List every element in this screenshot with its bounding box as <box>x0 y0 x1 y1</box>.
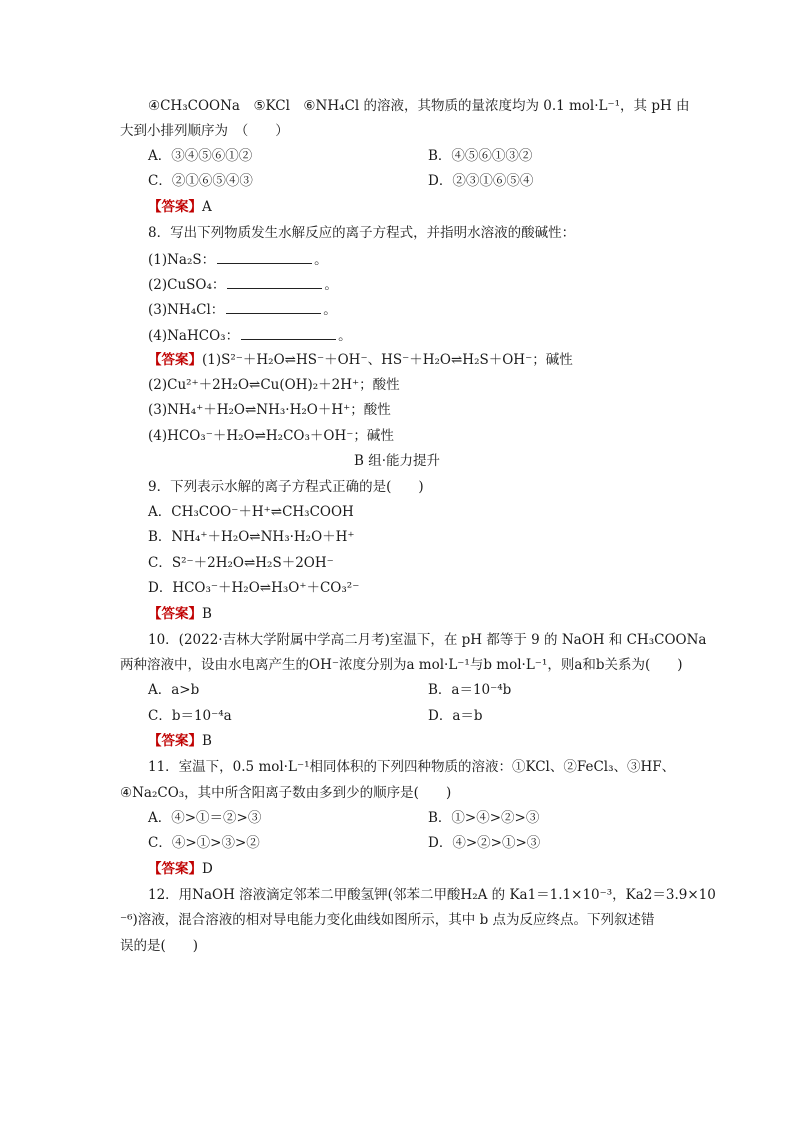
q8-item-end: 。 <box>314 252 328 268</box>
q8-answer-2: (2)Cu²⁺＋2H₂O⇌Cu(OH)₂＋2H⁺；酸性 <box>148 377 400 393</box>
q7-option-b: B．④⑤⑥①③② <box>428 148 533 164</box>
q8-item-label: (1)Na₂S： <box>148 252 216 268</box>
q10-option-c: C．b＝10⁻⁴a <box>148 708 232 724</box>
answer-blank <box>227 275 322 289</box>
q10-stem-line2: 两种溶液中，设由水电离产生的OH⁻浓度分别为a mol·L⁻¹与b mol·L⁻¹，则a和b关系为( ) <box>120 657 683 673</box>
answer-value: B <box>202 733 212 749</box>
q8-item-2 <box>148 275 338 294</box>
q8-item-3 <box>148 300 337 319</box>
q11-stem-line1: 11．室温下，0.5 mol·L⁻¹相同体积的下列四种物质的溶液：①KCl、②FeCl₃、③HF、 <box>148 759 676 775</box>
q10-option-b: B．a＝10⁻⁴b <box>428 682 512 698</box>
q9-stem: 9．下列表示水解的离子方程式正确的是( ) <box>148 479 424 495</box>
answer-label: 【答案】 <box>148 352 202 368</box>
q9-option-a: A．CH₃COO⁻＋H⁺⇌CH₃COOH <box>148 504 354 520</box>
q8-item-1 <box>148 250 328 269</box>
q8-item-label: (2)CuSO₄： <box>148 277 226 293</box>
q7-option-c: C．②①⑥⑤④③ <box>148 173 253 189</box>
q10-option-d: D．a＝b <box>428 708 483 724</box>
answer-value: A <box>202 199 212 215</box>
q8-item-label: (4)NaHCO₃： <box>148 328 240 344</box>
q9-option-b: B．NH₄⁺＋H₂O⇌NH₃·H₂O＋H⁺ <box>148 529 355 545</box>
q10-option-a: A．a>b <box>148 682 200 698</box>
answer-label: 【答案】 <box>148 606 202 622</box>
q8-item-label: (3)NH₄Cl： <box>148 302 225 318</box>
q8-item-end: 。 <box>324 277 338 293</box>
q8-item-end: 。 <box>338 328 352 344</box>
q11-option-b: B．①>④>②>③ <box>428 810 540 826</box>
q12-stem-line3: 误的是( ) <box>120 938 199 954</box>
answer-value: D <box>202 861 213 877</box>
q11-option-d: D．④>②>①>③ <box>428 835 541 851</box>
answer-blank <box>217 250 312 264</box>
answer-blank <box>226 300 321 314</box>
answer-blank <box>241 326 336 340</box>
section-b-heading: B 组·能力提升 <box>353 453 440 469</box>
q11-answer <box>148 860 213 878</box>
q8-answer-3: (3)NH₄⁺＋H₂O⇌NH₃·H₂O＋H⁺；酸性 <box>148 402 391 418</box>
answer-label: 【答案】 <box>148 733 202 749</box>
answer-value: B <box>202 606 212 622</box>
q11-stem-line2: ④Na₂CO₃，其中所含阳离子数由多到少的顺序是( ) <box>120 785 452 801</box>
q10-answer <box>148 732 212 750</box>
q7-stem-line2: 大到小排列顺序为 （ ） <box>120 123 289 139</box>
q12-stem-line1: 12．用NaOH 溶液滴定邻苯二甲酸氢钾(邻苯二甲酸H₂A 的 Ka1＝1.1×10⁻³，Ka2＝3.9×10 <box>148 887 716 903</box>
answer-value: (1)S²⁻＋H₂O⇌HS⁻＋OH⁻、HS⁻＋H₂O⇌H₂S＋OH⁻；碱性 <box>202 352 573 368</box>
q8-stem: 8．写出下列物质发生水解反应的离子方程式，并指明水溶液的酸碱性： <box>148 225 576 241</box>
q8-answer-1 <box>148 351 573 369</box>
q7-stem-line1: ④CH₃COONa ⑤KCl ⑥NH₄Cl 的溶液，其物质的量浓度均为 0.1 mol·L⁻¹，其 pH 由 <box>148 98 690 114</box>
q7-option-a: A．③④⑤⑥①② <box>148 148 253 164</box>
answer-label: 【答案】 <box>148 199 202 215</box>
q9-answer <box>148 605 212 623</box>
q9-option-c: C．S²⁻＋2H₂O⇌H₂S＋2OH⁻ <box>148 555 334 571</box>
q11-option-a: A．④>①＝②>③ <box>148 810 262 826</box>
q8-item-end: 。 <box>323 302 337 318</box>
answer-label: 【答案】 <box>148 861 202 877</box>
q8-item-4 <box>148 326 352 345</box>
q7-option-d: D．②③①⑥⑤④ <box>428 173 534 189</box>
q7-answer <box>148 198 212 216</box>
q11-option-c: C．④>①>③>② <box>148 835 260 851</box>
q8-answer-4: (4)HCO₃⁻＋H₂O⇌H₂CO₃＋OH⁻；碱性 <box>148 428 394 444</box>
q9-option-d: D．HCO₃⁻＋H₂O⇌H₃O⁺＋CO₃²⁻ <box>148 580 360 596</box>
q12-stem-line2: ⁻⁶)溶液，混合溶液的相对导电能力变化曲线如图所示，其中 b 点为反应终点。下列叙述错 <box>120 912 655 928</box>
q10-stem-line1: 10．(2022·吉林大学附属中学高二月考)室温下，在 pH 都等于 9 的 NaOH 和 CH₃COONa <box>148 632 707 648</box>
